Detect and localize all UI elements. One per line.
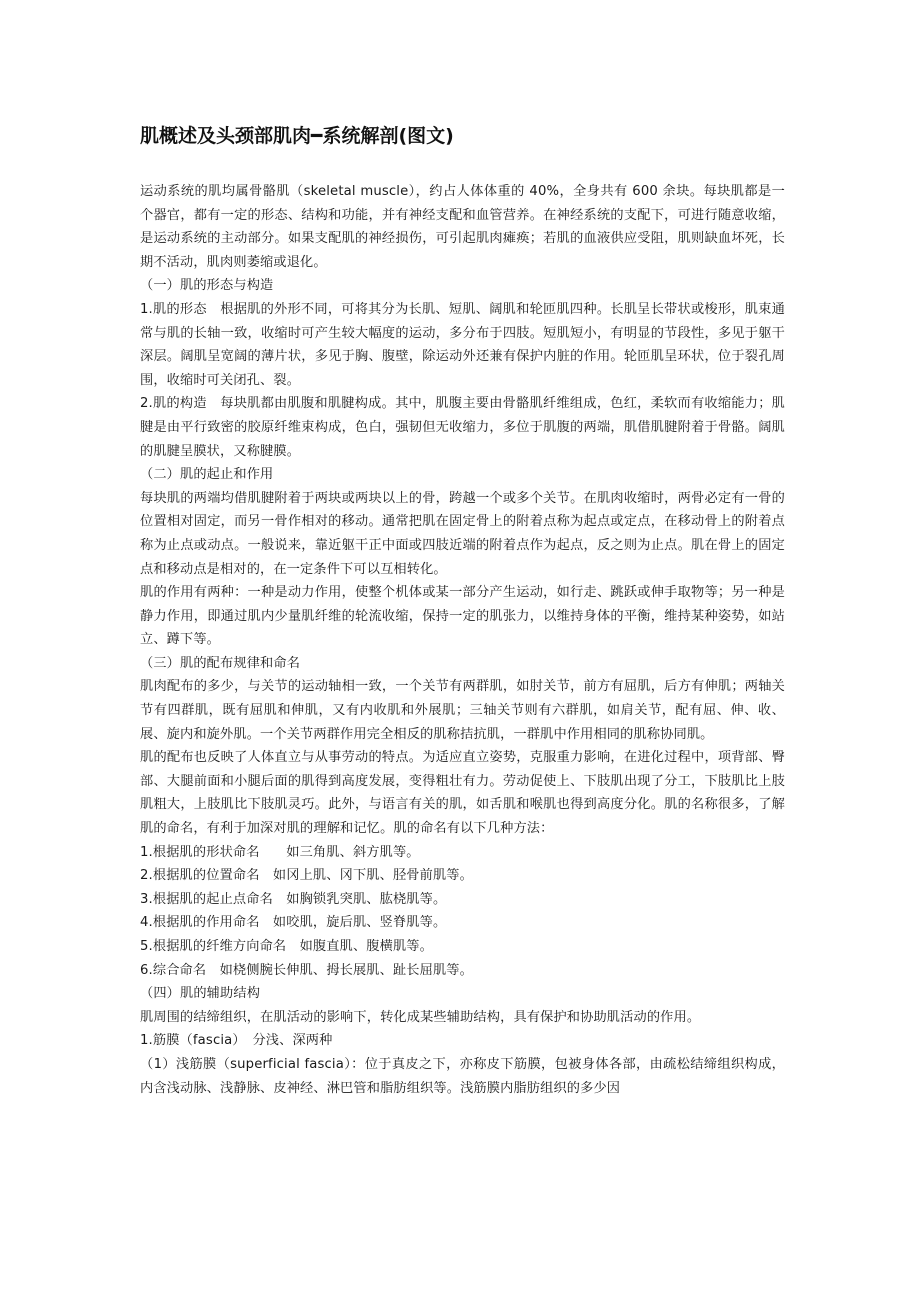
list-item: 5.根据肌的纤维方向命名 如腹直肌、腹横肌等。	[140, 939, 433, 954]
paragraph: 2.肌的构造 每块肌都由肌腹和肌腱构成。其中，肌腹主要由骨骼肌纤维组成，色红，柔软而有收缩能力；肌腱是由平行致密的胶原纤维束构成，色白，强韧但无收缩力，多位于肌腹的两端，肌借肌腱附着于骨骼。阔肌的肌腱呈膜状，又称腱膜。	[140, 396, 785, 459]
paragraph: 1.肌的形态 根据肌的外形不同，可将其分为长肌、短肌、阔肌和轮匝肌四种。长肌呈长带状或梭形，肌束通常与肌的长轴一致，收缩时可产生较大幅度的运动，多分布于四肢。短肌短小，有明显的节段性，多见于躯干深层。阔肌呈宽阔的薄片状，多见于胸、腹壁，除运动外还兼有保护内脏的作用。轮匝肌呈环状，位于裂孔周围，收缩时可关闭孔、裂。	[140, 301, 785, 388]
paragraph: 肌肉配布的多少，与关节的运动轴相一致，一个关节有两群肌，如肘关节，前方有屈肌，后方有伸肌；两轴关节有四群肌，既有屈肌和伸肌，又有内收肌和外展肌；三轴关节则有六群肌，如肩关节，配有屈、伸、收、展、旋内和旋外肌。一个关节两群作用完全相反的肌称拮抗肌，一群肌中作用相同的肌称协同肌。	[140, 679, 785, 742]
section-heading: （四）肌的辅助结构	[140, 986, 261, 1002]
list-item: 1.根据肌的形状命名 如三角肌、斜方肌等。	[140, 844, 420, 860]
list-item: 2.根据肌的位置命名 如冈上肌、冈下肌、胫骨前肌等。	[140, 868, 473, 884]
paragraph: 每块肌的两端均借肌腱附着于两块或两块以上的骨，跨越一个或多个关节。在肌肉收缩时，两骨必定有一骨的位置相对固定，而另一骨作相对的移动。通常把肌在固定骨上的附着点称为起点或定点，在移动骨上的附着点称为止点或动点。一般说来，靠近躯干正中面或四肢近端的附着点作为起点，反之则为止点。肌在骨上的固定点和移动点是相对的，在一定条件下可以互相转化。	[140, 490, 785, 577]
document-title: 肌概述及头颈部肌肉━系统解剖(图文)	[140, 125, 454, 147]
paragraph: 肌的作用有两种：一种是动力作用，使整个机体或某一部分产生运动，如行走、跳跃或伸手取物等；另一种是静力作用，即通过肌内少量肌纤维的轮流收缩，保持一定的肌张力，以维持身体的平衡，维持某种姿势，如站立、蹲下等。	[140, 585, 785, 648]
document-body	[140, 180, 785, 1100]
paragraph: 肌周围的结缔组织，在肌活动的影响下，转化成某些辅助结构，具有保护和协助肌活动的作用。	[140, 1009, 701, 1025]
subsection-heading: 1.筋膜（fascia） 分浅、深两种	[140, 1033, 333, 1049]
section-heading: （三）肌的配布规律和命名	[140, 655, 301, 671]
list-item: 6.综合命名 如桡侧腕长伸肌、拇长展肌、趾长屈肌等。	[140, 962, 473, 978]
list-item: 4.根据肌的作用命名 如咬肌，旋后肌、竖脊肌等。	[140, 915, 447, 931]
section-heading: （二）肌的起止和作用	[140, 467, 274, 483]
list-item: 3.根据肌的起止点命名 如胸锁乳突肌、肱桡肌等。	[140, 891, 447, 907]
paragraph-intro: 运动系统的肌均属骨骼肌（skeletal muscle），约占人体体重的 40%，全身共有 600 余块。每块肌都是一个器官，都有一定的形态、结构和功能，并有神经支配和血管营养。在神经系统的支配下，可进行随意收缩，是运动系统的主动部分。如果支配肌的神经损伤，可引起肌肉瘫痪；若肌的血液供应受阻，肌则缺血坏死，长期不活动，肌肉则萎缩或退化。	[140, 184, 785, 270]
paragraph: （1）浅筋膜（superficial fascia）：位于真皮之下，亦称皮下筋膜，包被身体各部，由疏松结缔组织构成，内含浅动脉、浅静脉、皮神经、淋巴管和脂肪组织等。浅筋膜内脂肪组织的多少因	[140, 1056, 785, 1096]
paragraph: 肌的配布也反映了人体直立与从事劳动的特点。为适应直立姿势，克服重力影响，在进化过程中，项背部、臀部、大腿前面和小腿后面的肌得到高度发展，变得粗壮有力。劳动促使上、下肢肌出现了分工，下肢肌比上肢肌粗大，上肢肌比下肢肌灵巧。此外，与语言有关的肌，如舌肌和喉肌也得到高度分化。肌的名称很多，了解肌的命名，有利于加深对肌的理解和记忆。肌的命名有以下几种方法：	[140, 750, 785, 837]
section-heading: （一）肌的形态与构造	[140, 278, 274, 294]
